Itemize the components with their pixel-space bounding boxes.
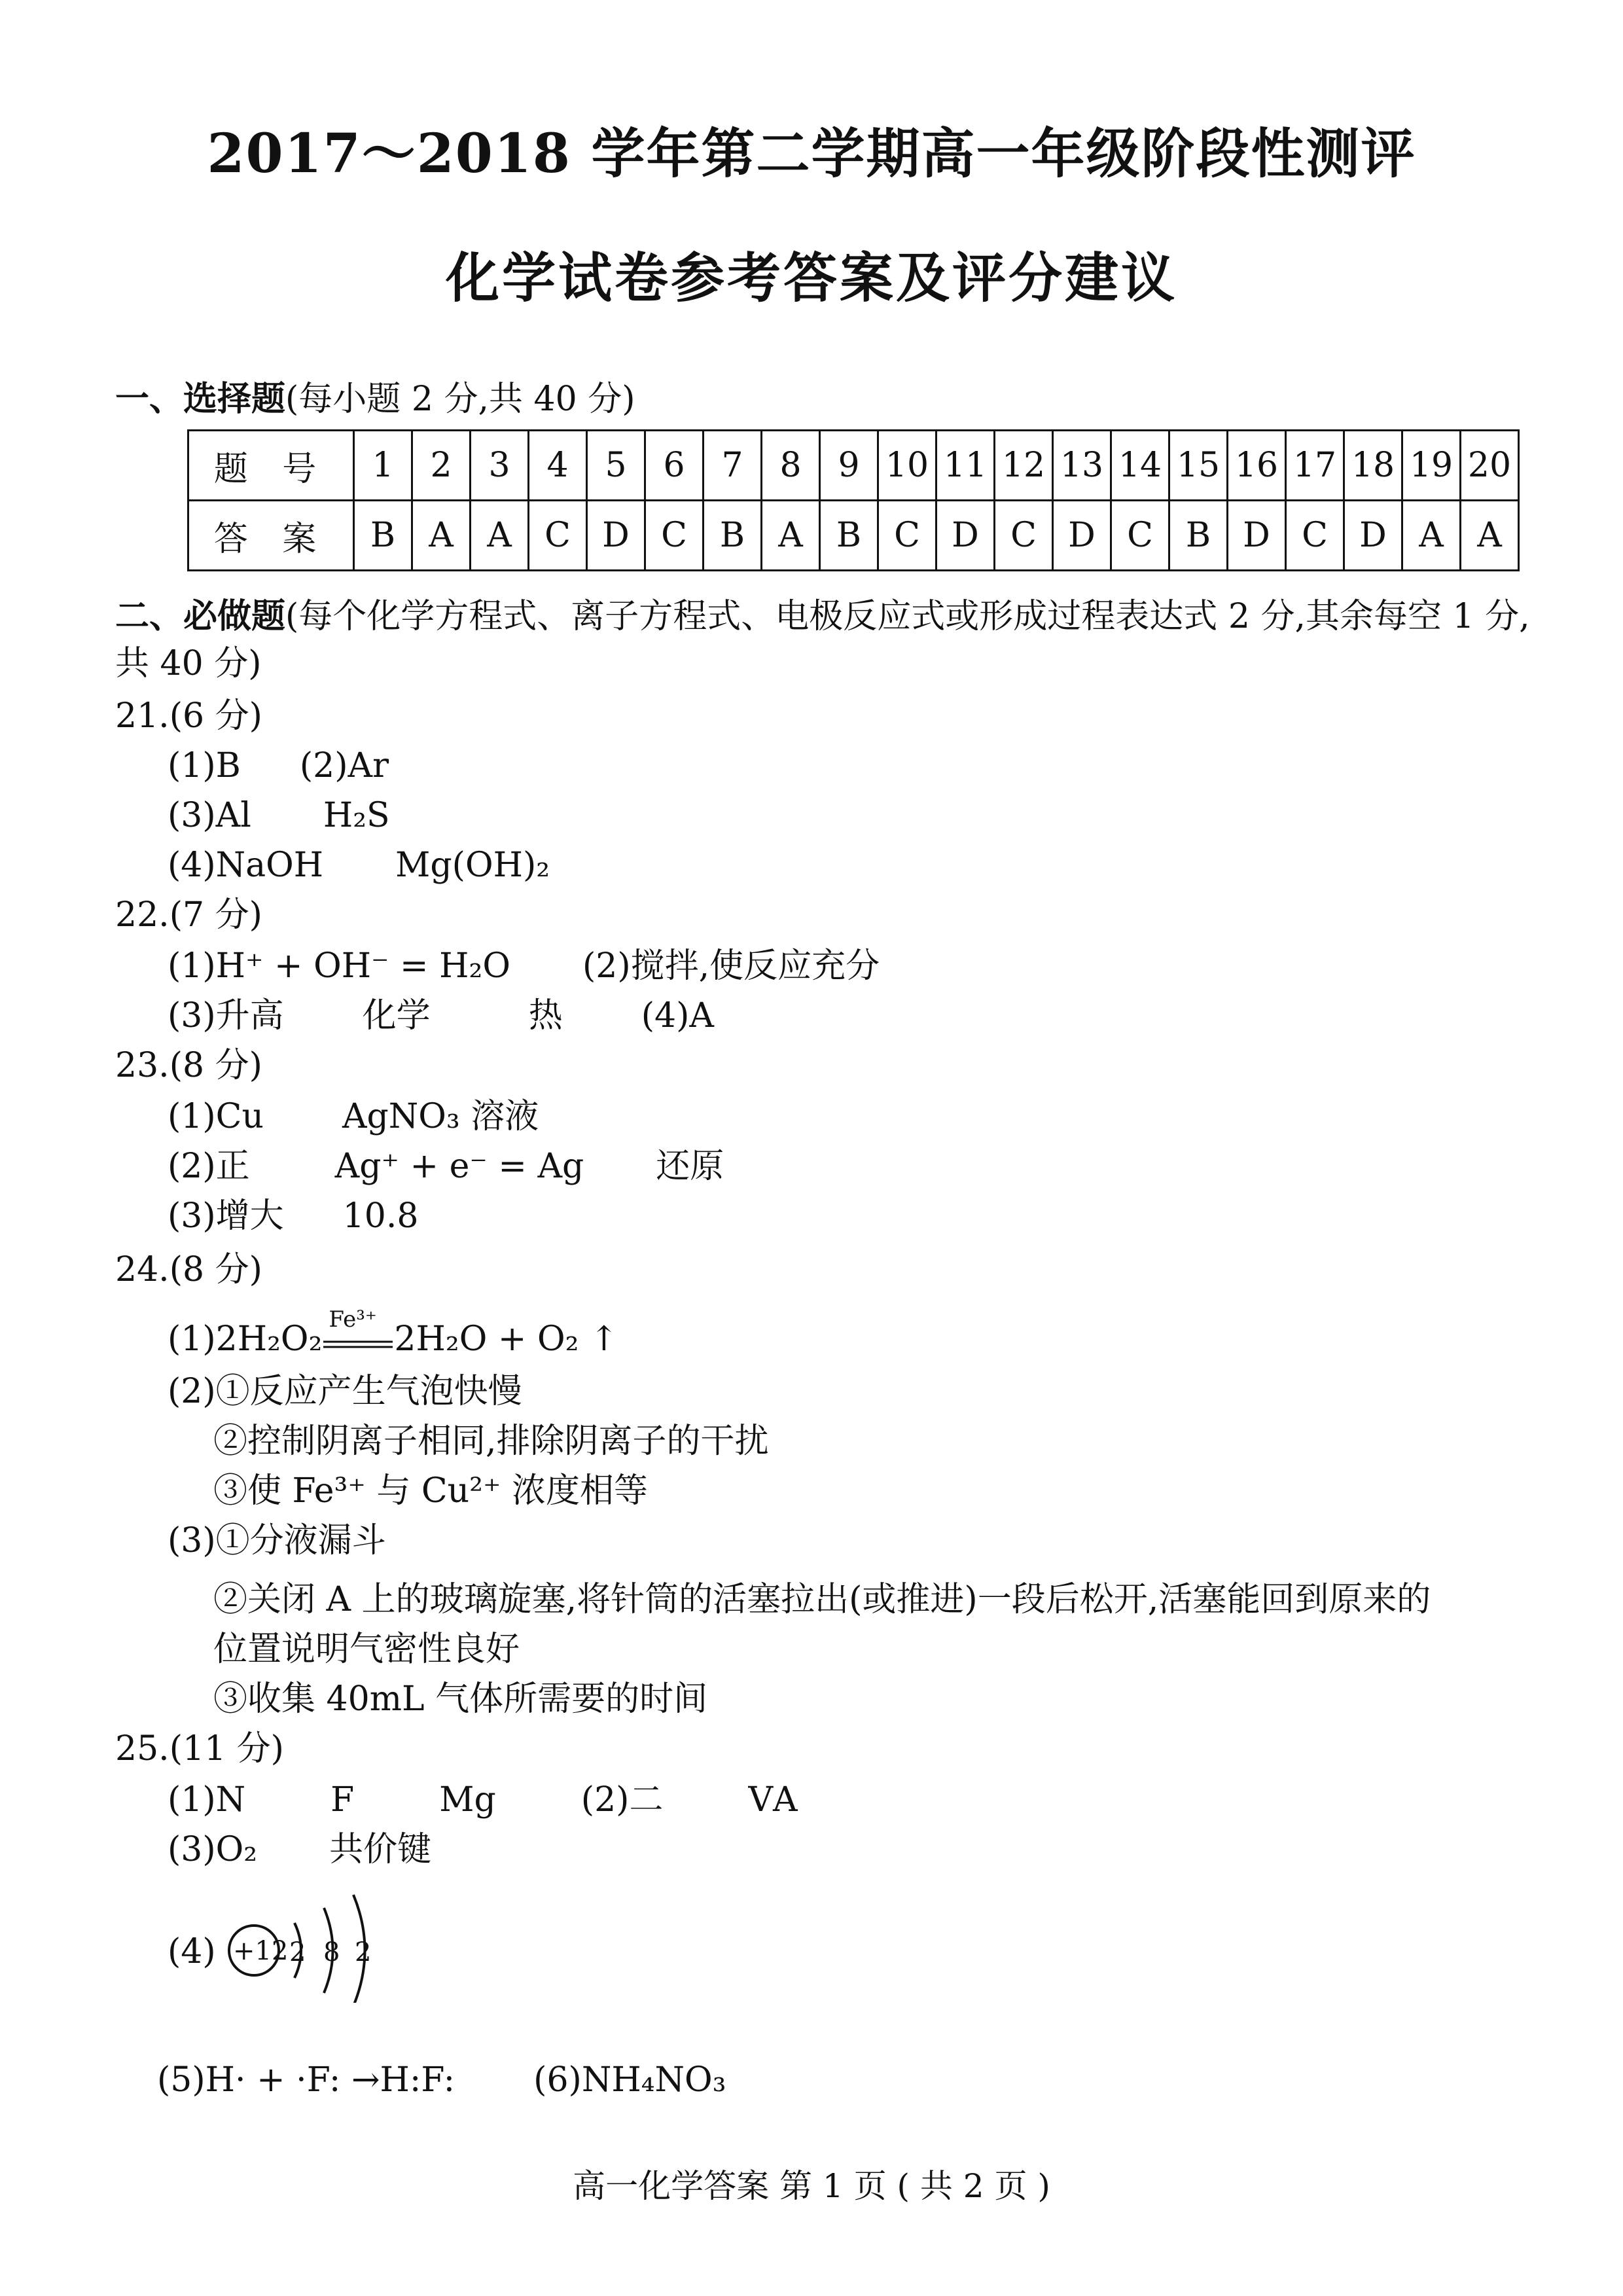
table-cell-answer: B (354, 501, 412, 571)
q22-ans4: (4)A (641, 996, 714, 1035)
q24-line4: ③使 Fe³⁺ 与 Cu²⁺ 浓度相等 (213, 1471, 648, 1511)
table-cell-answer: C (878, 501, 936, 571)
q23-ans3b: 10.8 (342, 1196, 419, 1236)
table-cell-number: 15 (1169, 431, 1228, 501)
q25-ans5: (5)H· + ·F: →H:F: (157, 2060, 455, 2100)
section1-heading: 一、选择题 (115, 379, 286, 419)
table-row-numbers (188, 431, 1519, 501)
table-cell-answer: A (471, 501, 529, 571)
section2-note-cont: 共 40 分) (115, 644, 262, 683)
table-cell-number: 13 (1053, 431, 1111, 501)
q23-heading: 23.(8 分) (115, 1046, 262, 1085)
table-cell-number: 8 (762, 431, 820, 501)
table-header-number: 题 号 (188, 431, 354, 501)
table-cell-answer: D (1344, 501, 1402, 571)
q24-line7: 位置说明气密性良好 (213, 1630, 520, 1669)
table-cell-number: 10 (878, 431, 936, 501)
page-subtitle: 化学试卷参考答案及评分建议 (445, 247, 1177, 310)
table-cell-number: 11 (936, 431, 995, 501)
table-cell-number: 3 (471, 431, 529, 501)
q25-ans3b: 共价键 (329, 1830, 432, 1869)
table-cell-number: 9 (820, 431, 878, 501)
q22-line2 (168, 996, 714, 1035)
shell-2-electrons: 8 (323, 1937, 340, 1967)
table-cell-number: 2 (412, 431, 471, 501)
section1-heading-line (115, 380, 635, 419)
q24-line1 (168, 1306, 618, 1361)
q24-line2: (2)①反应产生气泡快慢 (168, 1372, 522, 1411)
section1-note: (每小题 2 分,共 40 分) (285, 380, 635, 419)
table-cell-answer: A (762, 501, 820, 571)
table-cell-answer: C (1286, 501, 1344, 571)
table-cell-answer: A (1461, 501, 1519, 571)
table-cell-number: 7 (704, 431, 762, 501)
table-cell-number: 6 (645, 431, 704, 501)
answer-table (187, 429, 1520, 571)
q23-ans2b: Ag⁺ + e⁻ = Ag (334, 1147, 584, 1186)
table-cell-answer: C (1111, 501, 1169, 571)
q24-line6: ②关闭 A 上的玻璃旋塞,将针筒的活塞拉出(或推进)一段后松开,活塞能回到原来的 (213, 1580, 1431, 1619)
q23-ans2c: 还原 (656, 1147, 724, 1186)
q21-line2 (168, 796, 390, 835)
table-cell-number: 18 (1344, 431, 1402, 501)
table-cell-number: 12 (995, 431, 1053, 501)
table-cell-answer: D (1228, 501, 1286, 571)
table-cell-answer: B (704, 501, 762, 571)
table-cell-answer: D (587, 501, 645, 571)
q22-ans2: (2)搅拌,使反应充分 (582, 946, 880, 986)
q21-ans1: (1)B (168, 746, 241, 785)
table-cell-answer: A (412, 501, 471, 571)
table-cell-answer: A (1402, 501, 1461, 571)
page-footer: 高一化学答案 第 1 页 ( 共 2 页 ) (573, 2167, 1050, 2205)
q24-eq-right: 2H₂O + O₂ ↑ (394, 1319, 618, 1359)
q23-ans1b: AgNO₃ 溶液 (342, 1097, 539, 1136)
q22-ans3b: 化学 (362, 996, 431, 1035)
q21-heading: 21.(6 分) (115, 696, 262, 736)
q23-line3 (168, 1196, 418, 1236)
q23-ans1a: (1)Cu (168, 1097, 264, 1136)
table-cell-number: 16 (1228, 431, 1286, 501)
catalyst-label: Fe³⁺ (329, 1306, 377, 1333)
q22-ans3a: (3)升高 (168, 996, 284, 1035)
table-row-answers (188, 501, 1519, 571)
q21-ans4a: (4)NaOH (168, 846, 324, 885)
table-cell-number: 1 (354, 431, 412, 501)
q25-line1 (168, 1780, 798, 1820)
q21-ans2: (2)Ar (299, 746, 389, 785)
section2-heading-line (115, 597, 1530, 636)
table-cell-answer: D (936, 501, 995, 571)
section2-heading: 二、必做题 (115, 596, 286, 636)
section2-note: (每个化学方程式、离子方程式、电极反应式或形成过程表达式 2 分,其余每空 1 分, (285, 597, 1530, 636)
q24-heading: 24.(8 分) (115, 1250, 262, 1289)
double-line-icon (322, 1322, 394, 1361)
table-cell-answer: D (1053, 501, 1111, 571)
table-cell-answer: C (529, 501, 587, 571)
q25-part4-label: (4) (168, 1932, 216, 1971)
q22-line1 (168, 946, 880, 986)
q23-line1 (168, 1097, 539, 1136)
q23-ans2a: (2)正 (168, 1147, 250, 1186)
table-header-answer: 答 案 (188, 501, 354, 571)
shell-1-electrons: 2 (289, 1937, 306, 1967)
q22-heading: 22.(7 分) (115, 895, 262, 935)
q21-ans3a: (3)Al (168, 796, 251, 835)
q25-line2 (168, 1830, 431, 1869)
nucleus-charge: +12 (233, 1936, 289, 1966)
q25-ans1c: Mg (439, 1780, 496, 1820)
q22-ans3c: 热 (528, 996, 563, 1035)
q24-line8: ③收集 40mL 气体所需要的时间 (213, 1679, 708, 1719)
shell-3-electrons: 2 (355, 1937, 372, 1967)
atom-structure-diagram (216, 1872, 412, 2003)
q23-ans3a: (3)增大 (168, 1196, 284, 1236)
q21-line1 (168, 746, 389, 785)
q25-ans1b: F (330, 1780, 355, 1820)
q24-line5: (3)①分液漏斗 (168, 1521, 386, 1560)
table-cell-number: 4 (529, 431, 587, 501)
table-cell-answer: C (645, 501, 704, 571)
table-cell-number: 5 (587, 431, 645, 501)
q25-line5 (157, 2060, 726, 2100)
q25-ans2a: (2)二 (580, 1780, 664, 1820)
q21-ans3b: H₂S (323, 796, 390, 835)
q25-ans2b: ⅤA (748, 1780, 798, 1820)
q22-ans1: (1)H⁺ + OH⁻ = H₂O (168, 946, 510, 986)
reaction-arrow (322, 1306, 394, 1361)
q25-ans1a: (1)N (168, 1780, 246, 1820)
q25-ans3a: (3)O₂ (168, 1830, 258, 1869)
q21-line3 (168, 846, 550, 885)
q25-ans6: (6)NH₄NO₃ (533, 2060, 726, 2100)
table-cell-number: 19 (1402, 431, 1461, 501)
page-title: 2017～2018 学年第二学期高一年级阶段性测评 (207, 122, 1416, 185)
table-cell-number: 20 (1461, 431, 1519, 501)
table-cell-answer: B (1169, 501, 1228, 571)
table-cell-answer: C (995, 501, 1053, 571)
q21-ans4b: Mg(OH)₂ (395, 846, 550, 885)
table-cell-number: 14 (1111, 431, 1169, 501)
q24-line3: ②控制阴离子相同,排除阴离子的干扰 (213, 1422, 769, 1461)
q23-line2 (168, 1147, 724, 1186)
table-cell-number: 17 (1286, 431, 1344, 501)
q25-heading: 25.(11 分) (115, 1729, 284, 1768)
q24-eq-left: (1)2H₂O₂ (168, 1319, 323, 1359)
table-cell-answer: B (820, 501, 878, 571)
